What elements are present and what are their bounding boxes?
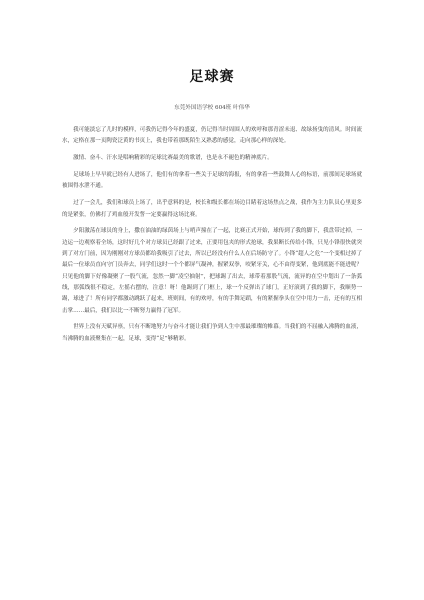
author-byline: 东莞外国语学校 604班 叶伟华: [174, 105, 250, 111]
article-title: 足球赛: [189, 69, 235, 85]
paragraph: 世界上没有天赋异禀，只有不断地努力与奋斗才能让我们争到人生中那最璀璨的帷幕。当我们的不屈融入沸腾的血液，当沸腾的血液聚集在一起，足球，变得“足”够精彩。: [62, 324, 362, 342]
paragraph: 足球场上早早就已经有人进场了，他们有的拿着一些关于足球的海报，有的拿着一些鼓舞人心的标语，前那间足球场就被围得水泄不通。: [62, 172, 362, 190]
paragraph: 我可能淡忘了儿时的模样，可我仍记得今年的盛夏，仍记得当时周围人的欢呼和那青涩未退、故绿扬曳的清风。时间流水，定格在那一页陶瓷泛黄的书页上，我也带着那既陌生又熟悉的感觉，走向那心样的深处。: [62, 127, 362, 145]
paragraph: 夕阳激荡在球员的身上，撒在油油的绿茵场上与哨声撞在了一起，比赛正式开始，球传到了我的脚下，我盘带过掉，一边运一边观察着全场，这时好几个对方球员已经跟了过来，正要用包夹的形式抢球，我果断长传给小锋，只见小锋很快就突到了对方门前，因为刚刚对方球员都给我吸引了过去，所以已经没有什么人在后场防守了。小锋“超人之危”一个变相过掉了最后一位球员直向守门员奔去，同学们这时一个个都屏气凝神，握紧双拳，咬紧牙关，心不由得变紧，他到底能不能进呢？只见他的脚下好像凝聚了一股气流，忽然一脚“凌空抽射”，把球踢了出去，球带着那股气流，流异的在空中划出了一条弧线，那弧线很不稳定，左摇右摆的，注意！呀！他踢到了门框上，球一个反弹出了球门，正好滚到了我的脚下，我顺势一踢，球进了！所有同学都激动跳跃了起来，班则间，有的欢呼，有的手舞足蹈，有的紧握拳头在空中用力一击，还有的互相击掌……最后，我们以比一不断努力赢得了冠军。: [62, 228, 362, 314]
paragraph: 激情、奋斗、汗水是唱响精彩的足球比赛最美的歌谱，也是永不褪色的精神底片。: [73, 155, 273, 162]
article-body: [62, 125, 362, 345]
paragraph: 过了一会儿，我们和球员上场了，出乎意料的是，校长和级长都在场边目睹着这场焦点之战，我作为主力队员心里更多的是紧张，仿佛打了鸡血般开发誓一定要赢得这场比赛。: [62, 200, 362, 218]
